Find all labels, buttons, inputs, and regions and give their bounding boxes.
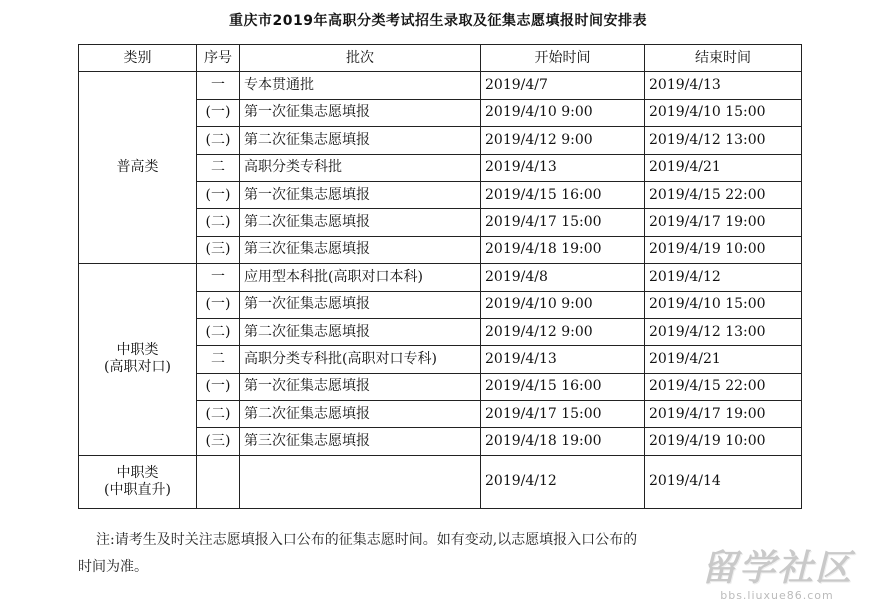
seq-cell: (一) (197, 181, 240, 208)
end-time-cell: 2019/4/13 (645, 72, 802, 99)
seq-cell: (二) (197, 127, 240, 154)
watermark-url: bbs.liuxue86.com (720, 589, 834, 602)
batch-cell: 第三次征集志愿填报 (240, 428, 481, 455)
start-time-cell: 2019/4/18 19:00 (481, 428, 645, 455)
end-time-cell: 2019/4/21 (645, 154, 802, 181)
start-time-cell: 2019/4/12 (481, 455, 645, 508)
end-time-cell: 2019/4/10 15:00 (645, 99, 802, 126)
start-time-cell: 2019/4/15 16:00 (481, 181, 645, 208)
end-time-cell: 2019/4/12 13:00 (645, 318, 802, 345)
table-row (79, 264, 802, 291)
seq-cell: (三) (197, 236, 240, 263)
watermark (692, 549, 862, 607)
seq-cell: 一 (197, 264, 240, 291)
batch-cell: 第一次征集志愿填报 (240, 99, 481, 126)
start-time-cell: 2019/4/7 (481, 72, 645, 99)
category-label: 中职类 (116, 464, 159, 481)
seq-cell: (一) (197, 291, 240, 318)
category-label: (高职对口) (104, 359, 171, 376)
end-time-cell: 2019/4/21 (645, 346, 802, 373)
header-end-time: 结束时间 (645, 45, 802, 72)
batch-cell: 高职分类专科批(高职对口专科) (240, 346, 481, 373)
seq-cell: 一 (197, 72, 240, 99)
start-time-cell: 2019/4/18 19:00 (481, 236, 645, 263)
seq-cell: (二) (197, 209, 240, 236)
page-title: 重庆市2019年高职分类考试招生录取及征集志愿填报时间安排表 (229, 13, 647, 29)
start-time-cell: 2019/4/12 9:00 (481, 127, 645, 154)
seq-cell: (一) (197, 373, 240, 400)
start-time-cell: 2019/4/13 (481, 154, 645, 181)
end-time-cell: 2019/4/17 19:00 (645, 209, 802, 236)
schedule-table-body (79, 72, 802, 508)
category-cell (79, 264, 197, 456)
schedule-table (78, 44, 802, 509)
end-time-cell: 2019/4/14 (645, 455, 802, 508)
start-time-cell: 2019/4/10 9:00 (481, 291, 645, 318)
end-time-cell: 2019/4/19 10:00 (645, 236, 802, 263)
category-cell (79, 455, 197, 508)
seq-cell (197, 455, 240, 508)
batch-cell: 第二次征集志愿填报 (240, 127, 481, 154)
seq-cell: (一) (197, 99, 240, 126)
end-time-cell: 2019/4/12 (645, 264, 802, 291)
category-label: (中职直升) (104, 481, 171, 498)
batch-cell: 第二次征集志愿填报 (240, 401, 481, 428)
table-row (79, 455, 802, 508)
end-time-cell: 2019/4/12 13:00 (645, 127, 802, 154)
start-time-cell: 2019/4/12 9:00 (481, 318, 645, 345)
end-time-cell: 2019/4/17 19:00 (645, 401, 802, 428)
batch-cell: 应用型本科批(高职对口本科) (240, 264, 481, 291)
end-time-cell: 2019/4/10 15:00 (645, 291, 802, 318)
batch-cell: 高职分类专科批 (240, 154, 481, 181)
batch-cell: 第一次征集志愿填报 (240, 373, 481, 400)
watermark-logo: 留学社区 (700, 548, 853, 589)
table-header-row (79, 45, 802, 72)
seq-cell: (三) (197, 428, 240, 455)
footnote-line-2: 时间为准。 (78, 559, 148, 575)
header-batch: 批次 (240, 45, 481, 72)
footnote-line-1: 注:请考生及时关注志愿填报入口公布的征集志愿时间。如有变动,以志愿填报入口公布的 (96, 532, 638, 548)
table-row (79, 72, 802, 99)
category-label: 普高类 (116, 159, 159, 176)
header-seq: 序号 (197, 45, 240, 72)
batch-cell: 第一次征集志愿填报 (240, 181, 481, 208)
header-start-time: 开始时间 (481, 45, 645, 72)
start-time-cell: 2019/4/8 (481, 264, 645, 291)
seq-cell: 二 (197, 154, 240, 181)
category-label: 中职类 (116, 342, 159, 359)
end-time-cell: 2019/4/19 10:00 (645, 428, 802, 455)
seq-cell: (二) (197, 401, 240, 428)
start-time-cell: 2019/4/15 16:00 (481, 373, 645, 400)
seq-cell: (二) (197, 318, 240, 345)
header-category: 类别 (79, 45, 197, 72)
start-time-cell: 2019/4/13 (481, 346, 645, 373)
batch-cell (240, 455, 481, 508)
start-time-cell: 2019/4/17 15:00 (481, 401, 645, 428)
batch-cell: 第二次征集志愿填报 (240, 209, 481, 236)
batch-cell: 专本贯通批 (240, 72, 481, 99)
batch-cell: 第一次征集志愿填报 (240, 291, 481, 318)
end-time-cell: 2019/4/15 22:00 (645, 373, 802, 400)
batch-cell: 第二次征集志愿填报 (240, 318, 481, 345)
batch-cell: 第三次征集志愿填报 (240, 236, 481, 263)
seq-cell: 二 (197, 346, 240, 373)
start-time-cell: 2019/4/10 9:00 (481, 99, 645, 126)
category-cell (79, 72, 197, 264)
end-time-cell: 2019/4/15 22:00 (645, 181, 802, 208)
start-time-cell: 2019/4/17 15:00 (481, 209, 645, 236)
